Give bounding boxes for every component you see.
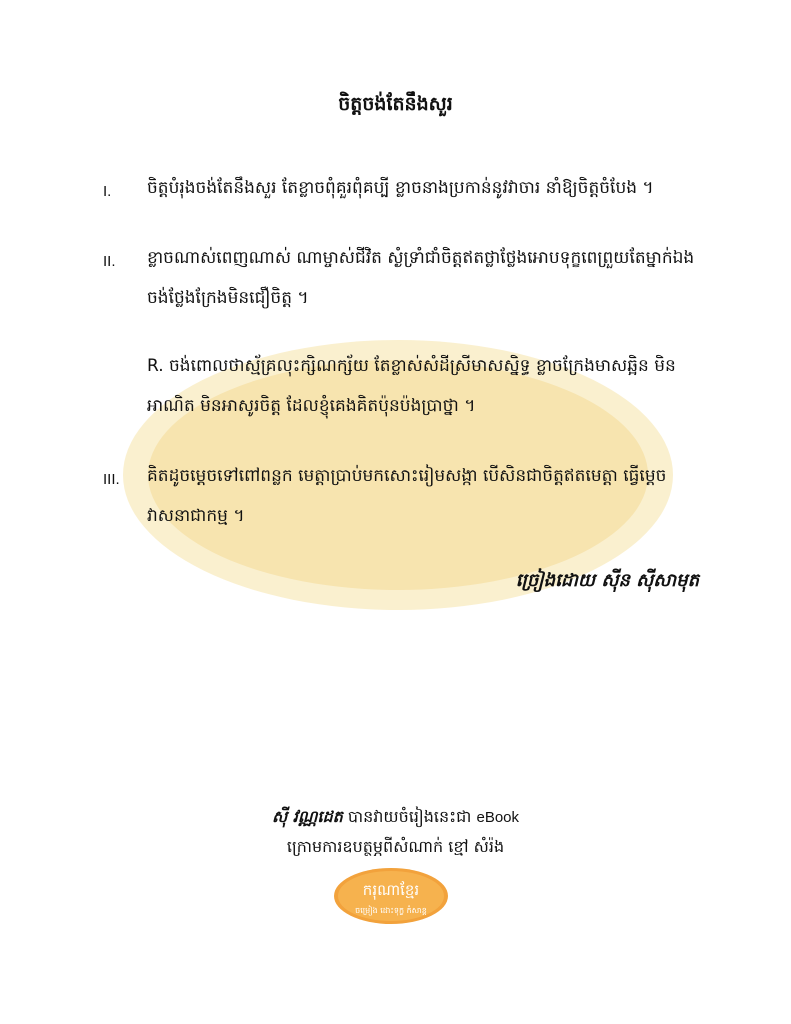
logo-subtext: ចម្រៀង ដោះទុក្ខ កំសាន្ត [355, 906, 427, 915]
verse-text: ចិត្តបំរុងចង់តែនឹងសួរ តែខ្លាចពុំគួរពុំគប្បី ខ្លាចនាងប្រកាន់នូវវាចារ នាំឱ្យចិត្តចំបែង ។ [147, 178, 654, 198]
logo-badge [332, 866, 450, 926]
footer-line-2: ក្រោមការឧបត្ថម្ភពីសំណាក់ ខ្មៅ សំរ៉ង [286, 837, 505, 856]
verse-text: R. ចង់ពោលថាស្ម័គ្រលុះក្សិណក្ស័យ តែខ្លាស់សំដីស្រីមាសស្និទ្ធ ខ្លាចក្រែងមាសឆ្អិន មិនអាណិត មិនអាសូរចិត្ត ដែលខ្ញុំគេងគិតប៉ុនប៉ងប្រាថ្នា ។ [147, 356, 676, 416]
logo-text: ករុណាខ្មែរ [362, 881, 420, 899]
verse-text: ខ្លាចណាស់ពេញណាស់ ណាម្ចាស់ជីវិត ស្ងំទ្រាំជាំចិត្តឥតថ្លាថ្លែងអោបទុក្ខពេព្រួយតែម្នាក់ឯង ចង់ថ្លែងក្រែងមិនជឿចិត្ត ។ [147, 248, 695, 308]
verse-number: II. [103, 253, 116, 270]
song-title: ចិត្តចង់តែនឹងសួរ [338, 93, 453, 115]
footer-line-1 [0, 806, 791, 830]
typist-text: បានវាយចំរៀងនេះជា [347, 807, 472, 826]
ebook-label: eBook [476, 809, 520, 826]
verse-number: III. [103, 471, 120, 488]
verse-number: I. [103, 183, 112, 200]
typist-name: ស៊ី វណ្ណដេត [271, 807, 343, 826]
author-credit: ច្រៀងដោយ ស៊ីន ស៊ីសាមុត [515, 570, 699, 591]
verse-text: គិតដូចម្ដេចទៅពៅពន្លក មេត្តាប្រាប់មកសោះរៀមសង្កា បើសិនជាចិត្តឥតមេត្តា ធ្វើម្ដេចវាសនាជាកម្ម ។ [147, 466, 667, 526]
